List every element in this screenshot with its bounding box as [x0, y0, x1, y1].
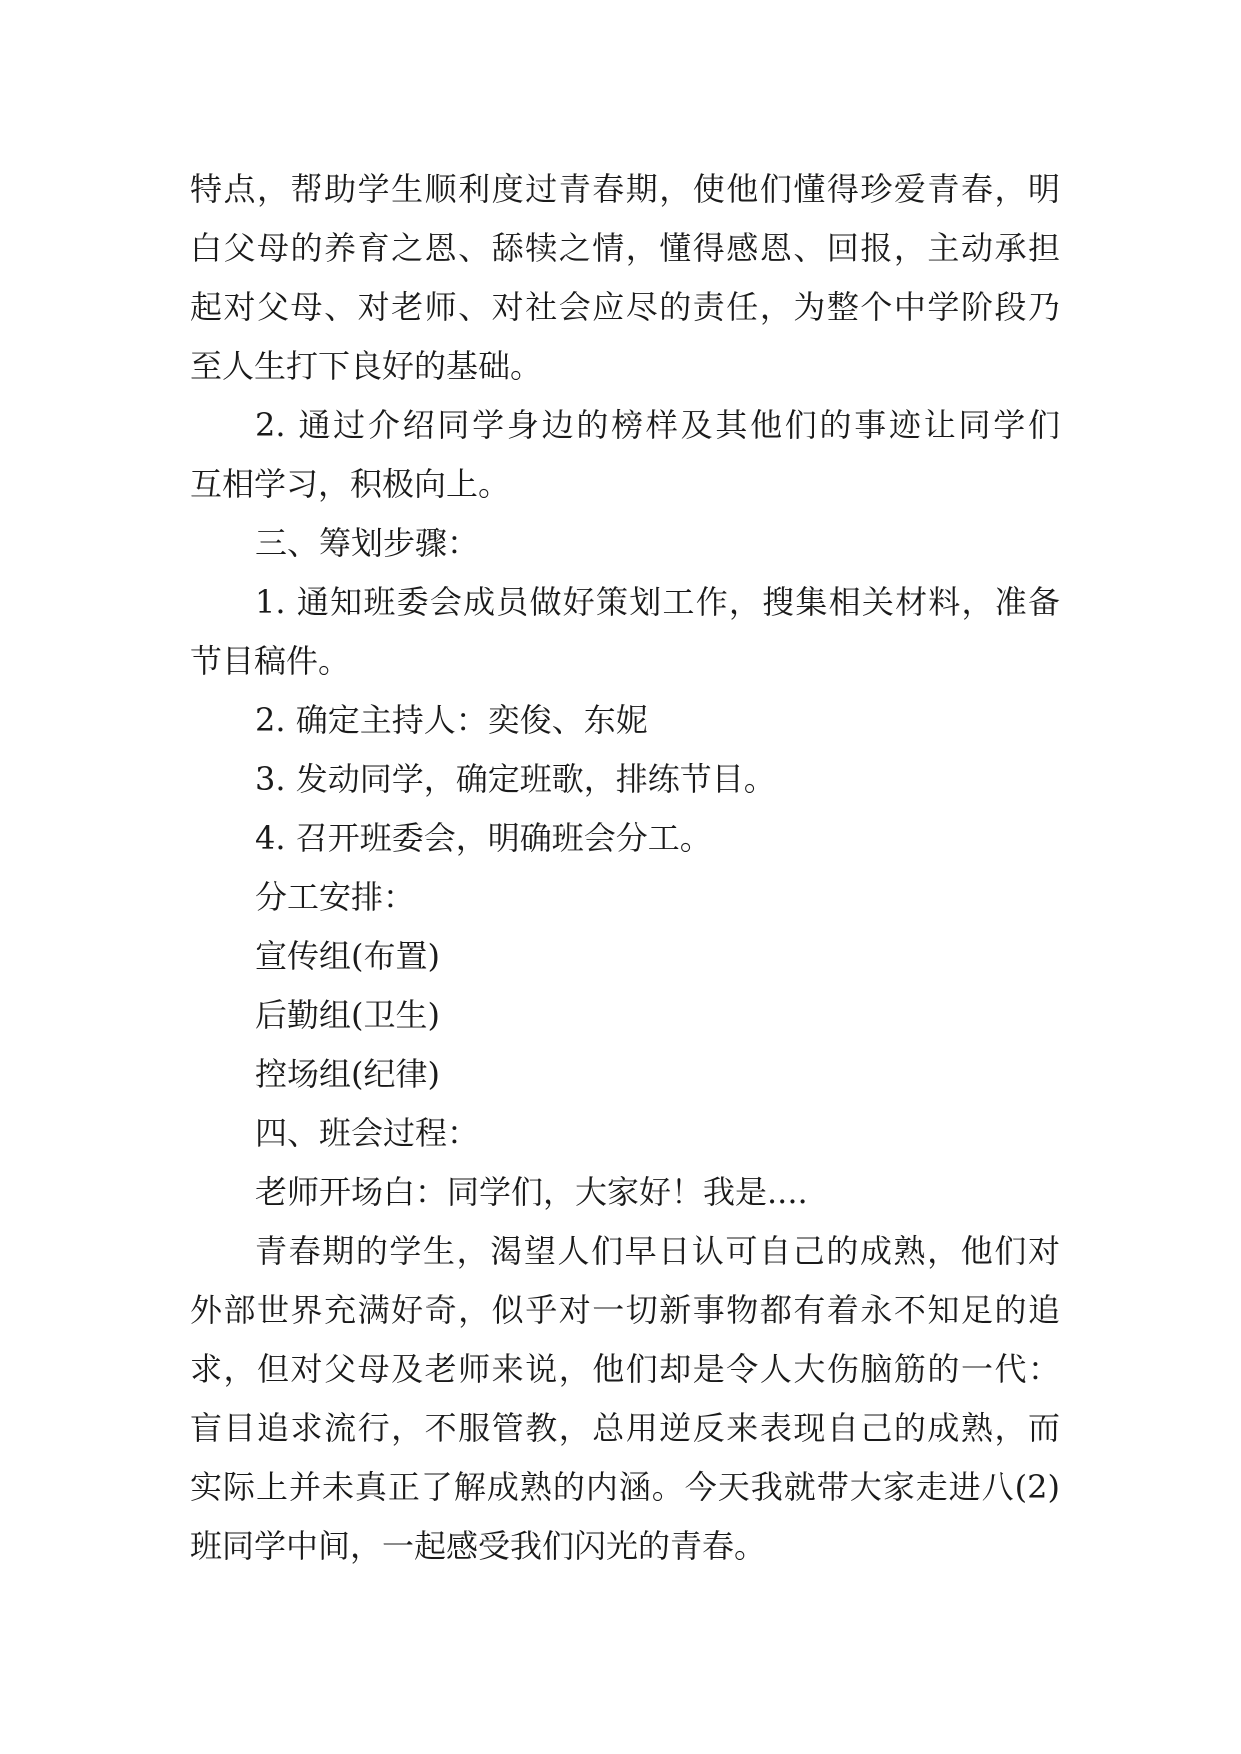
section-heading: 四、班会过程：	[255, 1114, 480, 1152]
text-line: 特点，帮助学生顺利度过青春期，使他们懂得珍爱青春，明	[190, 170, 1060, 208]
text-line: 互相学习，积极向上。	[190, 465, 511, 503]
text-line: 外部世界充满好奇，似乎对一切新事物都有着永不知足的追	[190, 1291, 1060, 1329]
text-line: 2. 确定主持人：奕俊、东妮	[255, 701, 648, 739]
text-line: 班同学中间，一起感受我们闪光的青春。	[190, 1527, 767, 1565]
text-line: 分工安排：	[255, 878, 416, 916]
text-line: 盲目追求流行，不服管教，总用逆反来表现自己的成熟，而	[190, 1409, 1060, 1447]
text-line: 白父母的养育之恩、舔犊之情，懂得感恩、回报，主动承担	[190, 229, 1060, 267]
text-line: 青春期的学生，渴望人们早日认可自己的成熟，他们对	[255, 1232, 1060, 1270]
text-line: 节目稿件。	[190, 642, 351, 680]
text-line: 起对父母、对老师、对社会应尽的责任，为整个中学阶段乃	[190, 288, 1060, 326]
text-line: 4. 召开班委会，明确班会分工。	[255, 819, 712, 857]
text-line: 实际上并未真正了解成熟的内涵。今天我就带大家走进八(2)	[190, 1468, 1060, 1506]
text-line: 求，但对父母及老师来说，他们却是令人大伤脑筋的一代：	[190, 1350, 1060, 1388]
text-line: 宣传组(布置)	[255, 937, 440, 975]
text-line: 后勤组(卫生)	[255, 996, 440, 1034]
section-heading: 三、筹划步骤：	[255, 524, 480, 562]
text-line: 控场组(纪律)	[255, 1055, 440, 1093]
text-line: 1. 通知班委会成员做好策划工作，搜集相关材料，准备	[255, 583, 1060, 621]
text-line: 老师开场白：同学们，大家好！我是....	[255, 1173, 808, 1211]
text-line: 3. 发动同学，确定班歌，排练节目。	[255, 760, 776, 798]
document-body	[190, 160, 1060, 1576]
text-line: 至人生打下良好的基础。	[190, 347, 543, 385]
text-line: 2. 通过介绍同学身边的榜样及其他们的事迹让同学们	[255, 406, 1060, 444]
